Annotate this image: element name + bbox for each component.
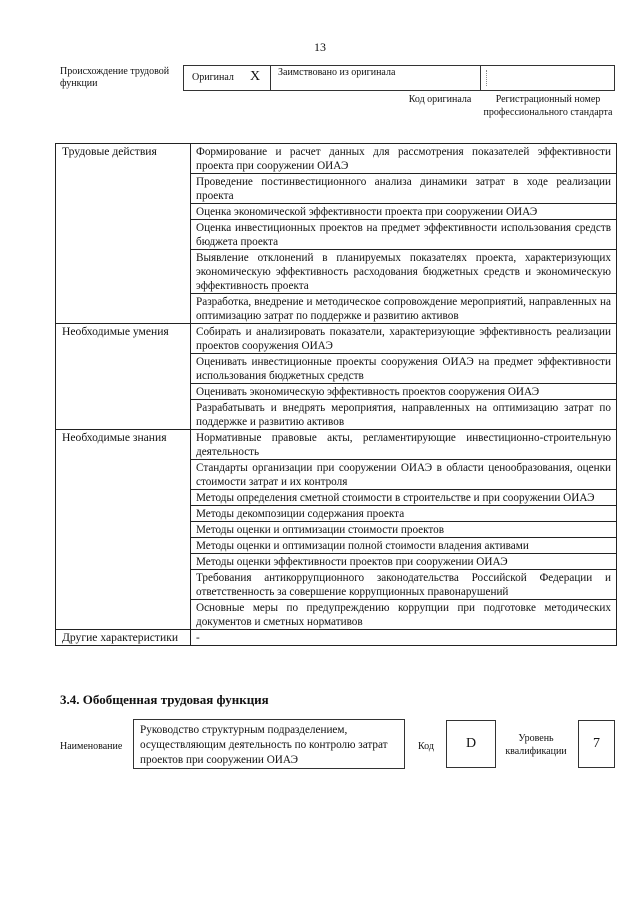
code-value: D — [446, 720, 496, 768]
code-original-caption: Код оригинала — [408, 94, 472, 105]
table-cell: Оценивать экономическую эффективность проектов сооружения ОИАЭ — [191, 384, 617, 400]
table-cell: Методы определения сметной стоимости в строительстве и при сооружении ОИАЭ — [191, 490, 617, 506]
origin-label: Происхождение трудовой функции — [60, 66, 170, 89]
table-cell: Разрабатывать и внедрять мероприятия, направленных на оптимизацию затрат по поддержке и развитию активов — [191, 400, 617, 430]
origin-borrowed-cell — [270, 66, 481, 90]
original-mark: X — [250, 69, 261, 84]
table-row — [56, 630, 617, 646]
table-cell: Проведение постинвестиционного анализа динамики затрат в ходе реализации проекта — [191, 174, 617, 204]
original-label: Оригинал — [192, 72, 234, 83]
table-cell: Оценка инвестиционных проектов на предмет эффективности использования средств бюджета проекта — [191, 220, 617, 250]
table-cell: Формирование и расчет данных для рассмотрения показателей эффективности проекта при сооружении ОИАЭ — [191, 144, 617, 174]
section-heading: 3.4. Обобщенная трудовая функция — [60, 692, 269, 707]
table-cell: Основные меры по предупреждению коррупции при подготовке методических документов и сметных нормативов — [191, 600, 617, 630]
section-label: Трудовые действия — [56, 144, 191, 324]
origin-original-cell — [184, 66, 271, 90]
code-label: Код — [418, 741, 434, 752]
section-label: Другие характеристики — [56, 630, 191, 646]
table-cell: Собирать и анализировать показатели, характеризующие эффективность реализации проектов сооружения ОИАЭ — [191, 324, 617, 354]
name-label: Наименование — [60, 741, 123, 752]
table-cell: Стандарты организации при сооружении ОИАЭ в области ценообразования, оценки стоимости затрат и их контроля — [191, 460, 617, 490]
table-cell: Методы оценки и оптимизации полной стоимости владения активами — [191, 538, 617, 554]
table-cell: Выявление отклонений в планируемых показателях проекта, характеризующих экономическую эффективность расходования бюджетных средств и экономическую эффективность проекта — [191, 250, 617, 294]
table-cell: Методы декомпозиции содержания проекта — [191, 506, 617, 522]
table-cell: Разработка, внедрение и методическое сопровождение мероприятий, направленных на оптимизацию затрат по поддержке и развитию активов — [191, 294, 617, 324]
borrowed-label: Заимствовано из оригинала — [278, 67, 396, 78]
section-label: Необходимые умения — [56, 324, 191, 430]
qualification-level-value: 7 — [578, 720, 615, 768]
origin-table — [183, 65, 615, 91]
labor-function-table — [55, 143, 617, 646]
table-row — [56, 144, 617, 174]
table-cell: Оценка экономической эффективности проекта при сооружении ОИАЭ — [191, 204, 617, 220]
origin-reg-cell — [480, 66, 614, 90]
table-cell: - — [191, 630, 617, 646]
table-cell: Методы оценки эффективности проектов при сооружении ОИАЭ — [191, 554, 617, 570]
table-row — [56, 324, 617, 354]
page-number: 13 — [314, 40, 326, 54]
table-row — [56, 430, 617, 460]
table-cell: Оценивать инвестиционные проекты сооружения ОИАЭ на предмет эффективности использования бюджетных средств — [191, 354, 617, 384]
function-name-value: Руководство структурным подразделением, осуществляющим деятельность по контролю затрат проектов при сооружении ОИАЭ — [133, 719, 405, 769]
section-label: Необходимые знания — [56, 430, 191, 630]
reg-number-caption: Регистрационный номер профессионального стандарта — [483, 94, 613, 118]
qualification-level-label: Уровень квалификации — [505, 733, 567, 757]
table-cell: Требования антикоррупционного законодательства Российской Федерации и ответственность за совершение коррупционных правонарушений — [191, 570, 617, 600]
table-cell: Нормативные правовые акты, регламентирующие инвестиционно-строительную деятельность — [191, 430, 617, 460]
table-cell: Методы оценки и оптимизации стоимости проектов — [191, 522, 617, 538]
